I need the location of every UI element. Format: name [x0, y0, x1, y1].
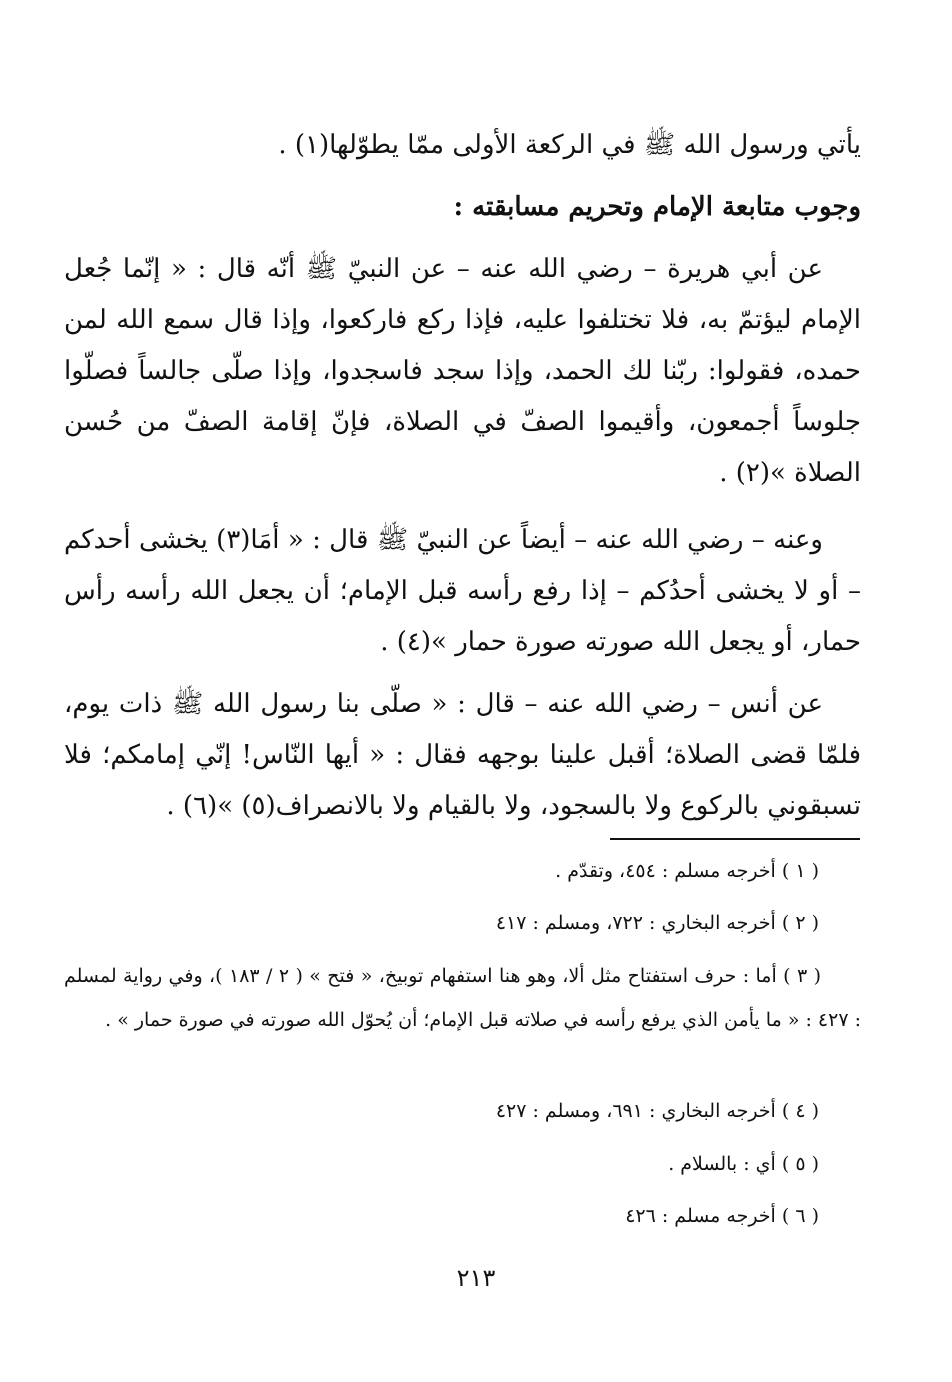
page-number: ٢١٣: [456, 1264, 496, 1292]
hadith-paragraph-2: وعنه – رضي الله عنه – أيضاً عن النبيّ ﷺ قال : « أمَا(٣) يخشى أحدكم – أو لا يخشى أحدُكم – إذا رفع رأسه قبل الإمام؛ أن يجعل الله رأسه رأس حمار، أو يجعل الله صورته صورة حمار »(٤) .: [64, 525, 861, 657]
hadith-paragraph-3: عن أنس – رضي الله عنه – قال : « صلّى بنا رسول الله ﷺ ذات يوم، فلمّا قضى الصلاة؛ أقبل علينا بوجهه فقال : « أيها النّاس! إنّي إمامكم؛ فلا تسبقوني بالركوع ولا بالسجود، ولا بالقيام ولا بالانصراف(٥) »(٦) .: [64, 689, 861, 821]
footnote-separator: [610, 838, 860, 840]
footnote-6: ( ٦ ) أخرجه مسلم : ٤٢٦: [625, 1205, 819, 1227]
section-heading: وجوب متابعة الإمام وتحريم مسابقته :: [453, 192, 861, 222]
hadith-paragraph-1: عن أبي هريرة – رضي الله عنه – عن النبيّ ﷺ أنّه قال : « إنّما جُعل الإمام ليؤتمّ به، فلا تختلفوا عليه، فإذا ركع فاركعوا، وإذا قال سمع الله لمن حمده، فقولوا: ربّنا لك الحمد، وإذا سجد فاسجدوا، وإذا صلّى جالساً فصلّوا جلوساً أجمعون، وأقيموا الصفّ في الصلاة، فإنّ إقامة الصفّ من حُسن الصلاة »(٢) .: [64, 254, 861, 488]
footnote-3: ( ٣ ) أما : حرف استفتاح مثل ألا، وهو هنا استفهام توبيخ، « فتح » ( ٢ / ١٨٣ )، وفي رواية لمسلم : ٤٢٧ : « ما يأمن الذي يرفع رأسه في صلاته قبل الإمام؛ أن يُحوّل الله صورته في صورة حمار » .: [64, 965, 861, 1031]
footnote-5: ( ٥ ) أي : بالسلام .: [668, 1153, 819, 1175]
footnote-2: ( ٢ ) أخرجه البخاري : ٧٢٢، ومسلم : ٤١٧: [495, 912, 819, 934]
footnote-1: ( ١ ) أخرجه مسلم : ٤٥٤، وتقدّم .: [555, 860, 819, 882]
footnote-4: ( ٤ ) أخرجه البخاري : ٦٩١، ومسلم : ٤٢٧: [495, 1100, 819, 1122]
continued-line: يأتي ورسول الله ﷺ في الركعة الأولى ممّا يطوّلها(١) .: [278, 130, 861, 160]
